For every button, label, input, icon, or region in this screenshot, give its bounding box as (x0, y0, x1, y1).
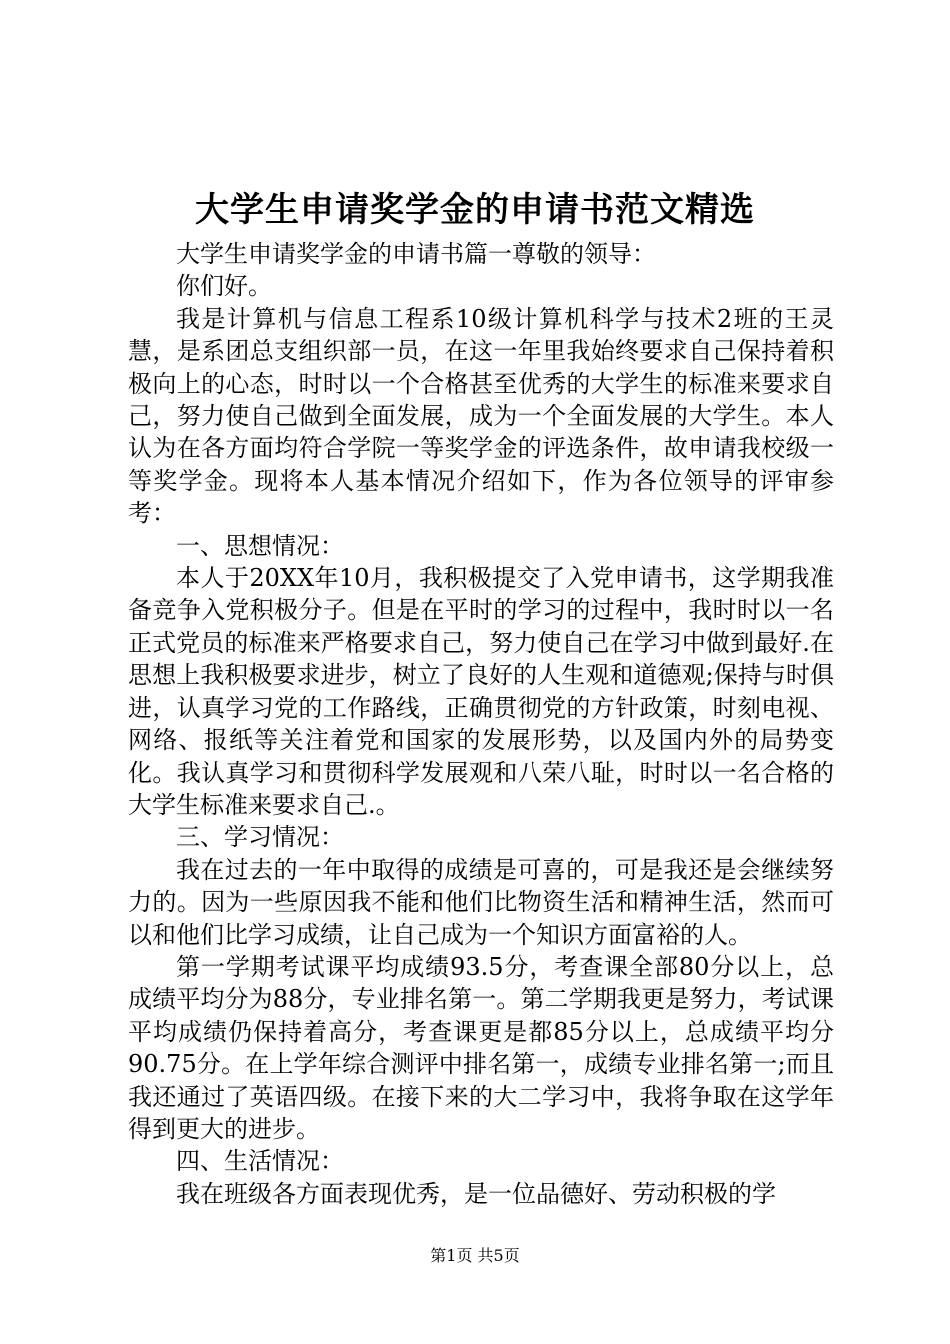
document-title: 大学生申请奖学金的申请书范文精选 (195, 190, 755, 230)
paragraph-study-2: 第一学期考试课平均成绩93.5分，考查课全部80分以上，总成绩平均分为88分，专业排名第一。第二学期我更是努力，考试课平均成绩仍保持着高分，考查课更是都85分以上，总成绩平均分90.75分。在上学年综合测评中排名第一，成绩专业排名第一;而且我还通过了英语四级。在接下来的大二学习中，我将争取在这学年得到更大的进步。 (128, 952, 834, 1143)
section-heading-study: 三、学习情况： (176, 823, 344, 852)
paragraph-introduction: 我是计算机与信息工程系10级计算机科学与技术2班的王灵慧，是系团总支组织部一员，在这一年里我始终要求自己保持着积极向上的心态，时时以一个合格甚至优秀的大学生的标准来要求自己，努力使自己做到全面发展，成为一个全面发展的大学生。本人认为在各方面均符合学院一等奖学金的评选条件，故申请我校级一等奖学金。现将本人基本情况介绍如下，作为各位领导的评审参考： (128, 304, 834, 528)
paragraph-thought: 本人于20XX年10月，我积极提交了入党申请书，这学期我准备竞争入党积极分子。但是在平时的学习的过程中，我时时以一名正式党员的标准来严格要求自己，努力使自己在学习中做到最好.在思想上我积极要求进步，树立了良好的人生观和道德观;保持与时俱进，认真学习党的工作路线，正确贯彻党的方针政策，时刻电视、网络、报纸等关注着党和国家的发展形势，以及国内外的局势变化。我认真学习和贯彻科学发展观和八荣八耻，时时以一名合格的大学生标准来要求自己.。 (128, 564, 834, 819)
page-number-footer: 第1页 共5页 (430, 1246, 520, 1265)
paragraph-life: 我在班级各方面表现优秀，是一位品德好、劳动积极的学 (176, 1179, 776, 1208)
section-heading-life: 四、生活情况： (176, 1147, 344, 1176)
document-body (128, 238, 834, 1210)
paragraph-greeting-heading: 大学生申请奖学金的申请书篇一尊敬的领导： (176, 240, 656, 268)
paragraph-greeting: 你们好。 (176, 272, 272, 301)
paragraph-study-1: 我在过去的一年中取得的成绩是可喜的，可是我还是会继续努力的。因为一些原因我不能和他们比物资生活和精神生活，然而可以和他们比学习成绩，让自己成为一个知识方面富裕的人。 (128, 855, 834, 949)
section-heading-thought: 一、思想情况： (176, 531, 344, 560)
